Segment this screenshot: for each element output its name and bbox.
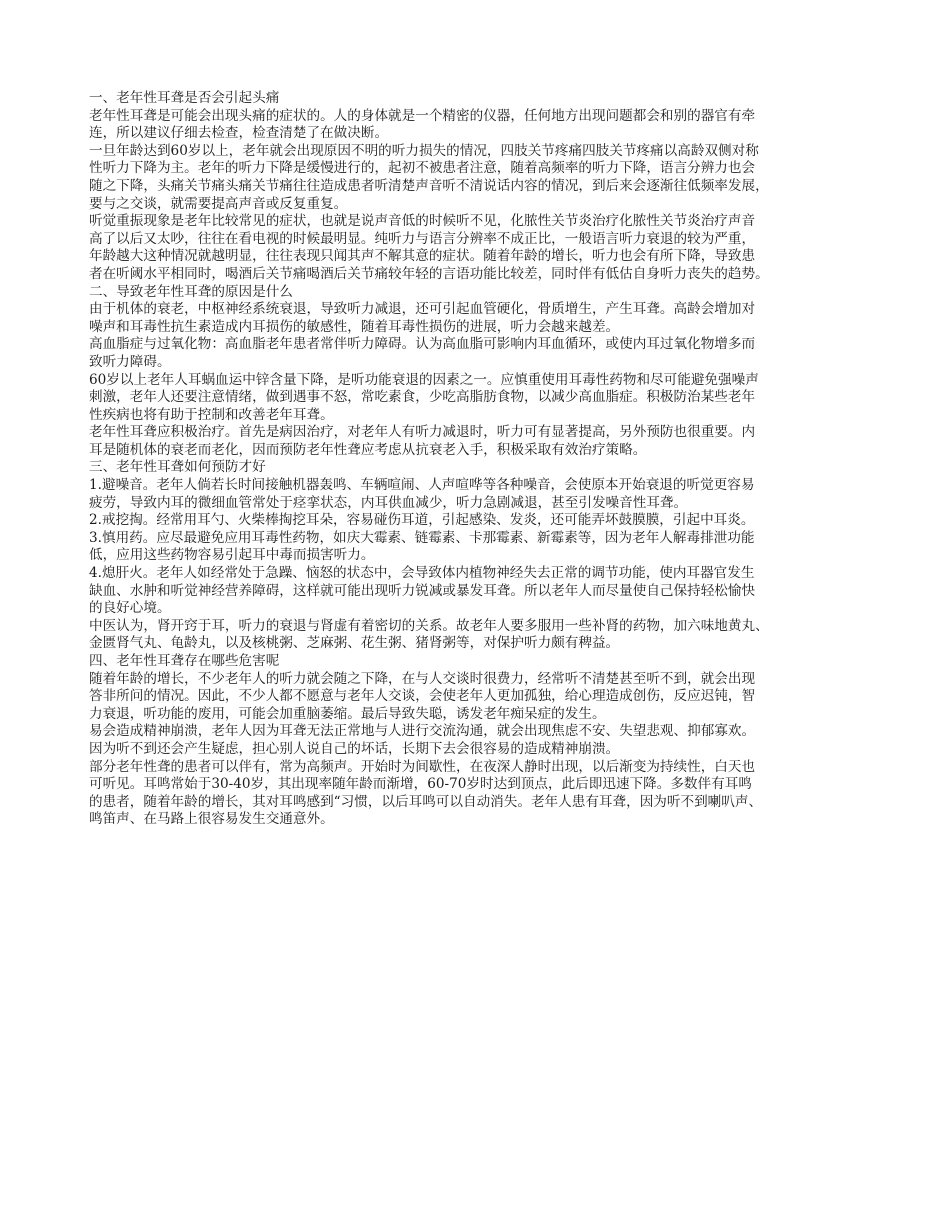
paragraph-line: 老年性耳聋应积极治疗。首先是病因治疗，对老年人有听力减退时，听力可有显著提高，另外预防也很重要。内 <box>89 424 756 441</box>
paragraph-line: 易会造成精神崩溃，老年人因为耳聋无法正常地与人进行交流沟通，就会出现焦虑不安、失望悲观、抑郁寡欢。 <box>89 723 756 740</box>
paragraph-line: 金匮肾气丸、龟龄丸，以及核桃粥、芝麻粥、花生粥、猪肾粥等，对保护听力颇有稗益。 <box>89 635 620 652</box>
paragraph <box>89 372 864 425</box>
paragraph <box>89 108 864 143</box>
paragraph-line: 刺激，老年人还要注意情绪，做到遇事不怒，常吃素食，少吃高脂肪食物，以减少高血脂症。积极防治某些老年 <box>89 389 756 406</box>
paragraph-line: 的患者，随着年龄的增长，其对耳鸣感到“习惯，以后耳鸣可以自动消失。老年人患有耳聋，因为听不到喇叭声、 <box>89 793 763 810</box>
paragraph-line: 中医认为，肾开窍于耳，听力的衰退与肾虚有着密切的关系。故老年人要多服用一些补肾的药物，加六味地黄丸、 <box>89 617 769 634</box>
paragraph-line: 部分老年性聋的患者可以伴有，常为高频声。开始时为间歇性，在夜深人静时出现，以后渐变为持续性，白天也 <box>89 758 756 775</box>
paragraph-line: 听觉重振现象是老年比较常见的症状，也就是说声音低的时候听不见，化脓性关节炎治疗化脓性关节炎治疗声音 <box>89 213 756 230</box>
paragraph-line: 2.戒挖掏。经常用耳勺、火柴棒掏挖耳朵，容易碰伤耳道，引起感染、发炎，还可能弄坏鼓膜膜，引起中耳炎。 <box>89 512 755 529</box>
section-heading: 三、老年性耳聋如何预防才好 <box>89 459 266 476</box>
document-body <box>89 90 864 829</box>
paragraph <box>89 723 864 758</box>
paragraph <box>89 759 864 829</box>
paragraph <box>89 143 864 213</box>
paragraph <box>89 301 864 336</box>
paragraph <box>89 671 864 724</box>
paragraph-line: 答非所问的情况。因此，不少人都不愿意与老年人交谈，会使老年人更加孤独，给心理造成创伤，反应迟钝，智 <box>89 688 756 705</box>
paragraph <box>89 213 864 283</box>
paragraph-line: 随之下降，头痛关节痛头痛关节痛往往造成患者听清楚声音听不清说话内容的情况，到后来会逐渐往低频率发展， <box>89 177 769 194</box>
paragraph-line: 1.避噪音。老年人倘若长时间接触机器轰鸣、车辆喧闹、人声喧哗等各种噪音，会使原本开始衰退的听觉更容易 <box>89 477 755 494</box>
paragraph-line: 由于机体的衰老，中枢神经系统衰退，导致听力减退，还可引起血管硬化，骨质增生，产生耳聋。高龄会增加对 <box>89 301 756 318</box>
paragraph-line: 耳是随机体的衰老而老化，因而预防老年性聋应考虑从抗衰老入手，积极采取有效治疗策略。 <box>89 441 647 458</box>
paragraph-line: 噪声和耳毒性抗生素造成内耳损伤的敏感性，随着耳毒性损伤的进展，听力会越来越差。 <box>89 318 620 335</box>
paragraph-line: 鸣笛声、在马路上很容易发生交通意外。 <box>89 811 334 828</box>
paragraph-line: 3.慎用药。应尽最避免应用耳毒性药物，如庆大霉素、链霉素、卡那霉素、新霉素等，因为老年人解毒排泄功能 <box>89 529 755 546</box>
paragraph <box>89 565 864 618</box>
paragraph-line: 缺血、水肿和听觉神经营养障碍，这样就可能出现听力锐减或暴发耳聋。所以老年人而尽量使自己保持轻松愉快 <box>89 582 756 599</box>
paragraph-line: 力衰退，听功能的废用，可能会加重脑萎缩。最后导致失聪，诱发老年痴呆症的发生。 <box>89 705 606 722</box>
paragraph <box>89 512 864 530</box>
paragraph-line: 老年性耳聋是可能会出现头痛的症状的。人的身体就是一个精密的仪器，任何地方出现问题都会和别的器官有牵 <box>89 107 756 124</box>
paragraph-line: 随着年龄的增长，不少老年人的听力就会随之下降，在与人交谈时很费力，经常听不清楚甚至听不到，就会出现 <box>89 670 756 687</box>
section-heading: 一、老年性耳聋是否会引起头痛 <box>89 90 280 106</box>
paragraph-line: 疲劳，导致内耳的微细血管常处于痉挛状态，内耳供血减少，听力急剧减退，甚至引发噪音性耳聋。 <box>89 494 688 511</box>
paragraph-line: 4.熄肝火。老年人如经常处于急躁、恼怒的状态中，会导致体内植物神经失去正常的调节功能，使内耳器官发生 <box>89 565 755 582</box>
paragraph-line: 要与之交谈，就需要提高声音或反复重复。 <box>89 195 348 212</box>
paragraph <box>89 424 864 459</box>
paragraph <box>89 530 864 565</box>
paragraph-line: 连，所以建议仔细去检查，检查清楚了在做决断。 <box>89 125 389 142</box>
paragraph-line: 高了以后又太吵，往往在看电视的时候最明显。纯听力与语言分辨率不成正比，一般语言听力衰退的较为严重， <box>89 230 756 247</box>
paragraph-line: 高血脂症与过氧化物：高血脂老年患者常伴听力障碍。认为高血脂可影响内耳血循环，或使内耳过氧化物增多而 <box>89 336 756 353</box>
paragraph-line: 的良好心境。 <box>89 600 171 617</box>
paragraph-line: 者在听阈水平相同时，喝酒后关节痛喝酒后关节痛较年轻的言语功能比较差，同时伴有低估自身听力丧失的趋势。 <box>89 265 769 282</box>
paragraph-line: 性疾病也将有助于控制和改善老年耳聋。 <box>89 406 334 423</box>
paragraph-line: 致听力障碍。 <box>89 353 171 370</box>
paragraph-line: 年龄越大这种情况就越明显，往往表现只闻其声不解其意的症状。随着年龄的增长，听力也会有所下降，导致患 <box>89 248 756 265</box>
paragraph-line: 一旦年龄达到60岁以上，老年就会出现原因不明的听力损失的情况，四肢关节疼痛四肢关节疼痛以高龄双侧对称 <box>89 142 759 159</box>
paragraph-line: 低，应用这些药物容易引起耳中毒而损害听力。 <box>89 547 375 564</box>
paragraph-line: 可听见。耳鸣常始于30-40岁，其出现率随年龄而渐增，60-70岁时达到顶点，此后即迅速下降。多数伴有耳鸣 <box>89 776 752 793</box>
section-heading: 二、导致老年性耳聋的原因是什么 <box>89 283 293 300</box>
paragraph-line: 性听力下降为主。老年的听力下降是缓慢进行的，起初不被患者注意，随着高频率的听力下降，语言分辨力也会 <box>89 160 756 177</box>
section-heading: 四、老年性耳聋存在哪些危害呢 <box>89 653 280 669</box>
paragraph <box>89 618 864 653</box>
paragraph-line: 因为听不到还会产生疑虑，担心别人说自己的坏话，长期下去会很容易的造成精神崩溃。 <box>89 740 620 757</box>
paragraph-line: 60岁以上老年人耳蜗血运中锌含量下降，是听功能衰退的因素之一。应慎重使用耳毒性药物和尽可能避免强噪声 <box>89 371 759 388</box>
paragraph <box>89 477 864 512</box>
paragraph <box>89 336 864 371</box>
